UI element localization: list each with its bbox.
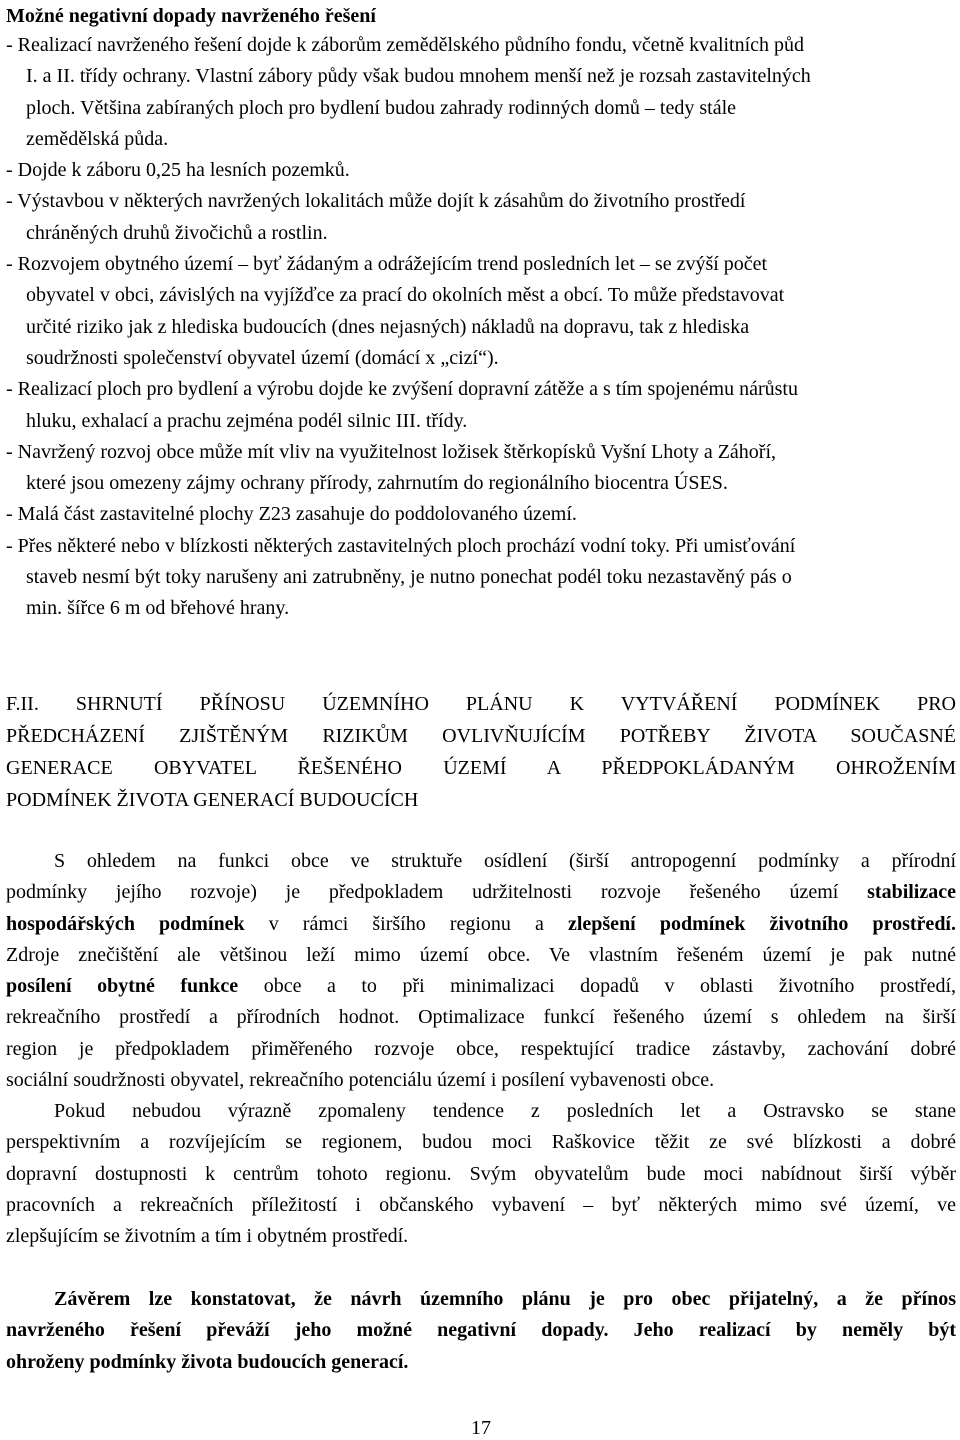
text-line: - Realizací navrženého řešení dojde k záborům zemědělského půdního fondu, včetně kvalitních půd	[6, 34, 805, 56]
impact-item	[6, 186, 956, 249]
bold-text: stabilizace	[867, 881, 956, 904]
text-line: - Rozvojem obytného území – byť žádaným a odrážejícím trend posledních let – se zvýší počet	[6, 253, 768, 276]
text-line: soudržnosti společenství obyvatel území (domácí x „cizí“).	[26, 346, 499, 369]
text-line: navrženého řešení převáží jeho možné negativní dopady. Jeho realizací by neměly být	[6, 1319, 956, 1342]
text-line: Zdroje znečištění ale většinou leží mimo území obce. Ve vlastním řešeném území je pak nutné	[6, 943, 956, 966]
conclusion-paragraph	[6, 1284, 956, 1378]
text-line: region je předpokladem přiměřeného rozvoje obce, respektující tradice zástavby, zachování dobré	[6, 1037, 956, 1060]
document-page	[6, 0, 956, 1440]
text-line	[6, 971, 956, 1002]
impact-item	[6, 30, 956, 155]
text-run: obce a to při minimalizaci dopadů v oblasti životního prostředí,	[238, 975, 956, 998]
impact-item	[6, 155, 956, 186]
text-line: ohroženy podmínky života budoucích generací.	[6, 1350, 409, 1373]
text-line	[6, 877, 956, 908]
text-line: obyvatel v obci, závislých na vyjížďce za prací do okolních měst a obcí. To může představovat	[26, 284, 785, 307]
text-line: Pokud nebudou výrazně zpomaleny tendence z posledních let a Ostravsko se stane	[54, 1100, 956, 1122]
text-line: pracovních a rekreačních příležitostí i občanského vybavení – byť některých mimo své území, ve	[6, 1193, 956, 1216]
text-line: - Přes některé nebo v blízkosti některých zastavitelných ploch prochází vodní toky. Při umisťování	[6, 534, 796, 557]
negative-impacts-heading: Možné negativní dopady navrženého řešení	[6, 5, 376, 27]
text-line: chráněných druhů živočichů a rostlin.	[26, 221, 328, 244]
impact-item	[6, 531, 956, 625]
text-line: dopravní dostupnosti k centrům tohoto regionu. Svým obyvatelům bude moci nabídnout širší výběr	[6, 1162, 956, 1185]
impact-item	[6, 249, 956, 374]
section-title	[6, 688, 956, 816]
outlook-paragraph	[6, 1096, 956, 1252]
impact-item	[6, 437, 956, 500]
text-line: sociální soudržnosti obyvatel, rekreačního potenciálu území i posílení vybavenosti obce.	[6, 1069, 715, 1092]
section-title-line: PŘEDCHÁZENÍ ZJIŠTĚNÝM RIZIKŮM OVLIVŇUJÍCÍM POTŘEBY ŽIVOTA SOUČASNÉ	[6, 725, 956, 747]
bold-text: zlepšení podmínek životního prostředí.	[567, 912, 956, 935]
text-line: rekreačního prostředí a přírodních hodnot. Optimalizace funkcí řešeného území s ohledem na širší	[6, 1006, 956, 1029]
text-line: zemědělská půda.	[26, 127, 169, 150]
text-line: min. šířce 6 m od břehové hrany.	[26, 597, 290, 620]
text-line: - Realizací ploch pro bydlení a výrobu dojde ke zvýšení dopravní zátěže a s tím spojenému nárůstu	[6, 378, 798, 401]
text-line: ploch. Většina zabíraných ploch pro bydlení budou zahrady rodinných domů – tedy stále	[26, 96, 736, 119]
text-line: - Navržený rozvoj obce může mít vliv na využitelnost ložisek štěrkopísků Vyšní Lhoty a Záhoří,	[6, 440, 777, 463]
text-line: - Výstavbou v některých navržených lokalitách může dojít k zásahům do životního prostředí	[6, 190, 746, 213]
impact-item	[6, 499, 956, 530]
text-line: staveb nesmí být toky narušeny ani zatrubněny, je nutno ponechat podél toku nezastavěný pás o	[26, 566, 792, 589]
text-line	[6, 909, 956, 940]
text-line: které jsou omezeny zájmy ochrany přírody, zahrnutím do regionálního biocentra ÚSES.	[26, 472, 728, 495]
section-title-line: F.II. SHRNUTÍ PŘÍNOSU ÚZEMNÍHO PLÁNU K VYTVÁŘENÍ PODMÍNEK PRO	[6, 693, 956, 715]
section-title-line: PODMÍNEK ŽIVOTA GENERACÍ BUDOUCÍCH	[6, 789, 419, 811]
text-line: perspektivním a rozvíjejícím se regionem, budou moci Raškovice těžit ze své blízkosti a dobré	[6, 1131, 956, 1154]
text-run: podmínky jejího rozvoje) je předpokladem udržitelnosti rozvoje řešeného území	[6, 881, 868, 904]
text-run: v rámci širšího regionu a	[244, 912, 568, 935]
text-line: Závěrem lze konstatovat, že návrh územního plánu je pro obec přijatelný, a že přínos	[54, 1288, 956, 1310]
text-line: zlepšujícím se životním a tím i obytném prostředí.	[6, 1225, 409, 1248]
negative-impacts-list	[6, 30, 956, 625]
text-line: - Dojde k záboru 0,25 ha lesních pozemků.	[6, 159, 350, 182]
bold-text: posílení obytné funkce	[6, 975, 239, 998]
text-line: S ohledem na funkci obce ve struktuře osídlení (širší antropogenní podmínky a přírodní	[54, 850, 956, 872]
page-number: 17	[471, 1417, 491, 1439]
text-line: hluku, exhalací a prachu zejména podél silnic III. třídy.	[26, 409, 468, 432]
summary-paragraph	[6, 846, 956, 1096]
bold-text: hospodářských podmínek	[6, 912, 245, 935]
impact-item	[6, 374, 956, 437]
section-title-line: GENERACE OBYVATEL ŘEŠENÉHO ÚZEMÍ A PŘEDPOKLÁDANÝM OHROŽENÍM	[6, 757, 956, 779]
text-line: - Malá část zastavitelné plochy Z23 zasahuje do poddolovaného území.	[6, 503, 577, 526]
text-line: I. a II. třídy ochrany. Vlastní zábory půdy však budou mnohem menší než je rozsah zastavitelných	[26, 65, 811, 88]
text-line: určité riziko jak z hlediska budoucích (dnes nejasných) nákladů na dopravu, tak z hlediska	[26, 315, 750, 338]
